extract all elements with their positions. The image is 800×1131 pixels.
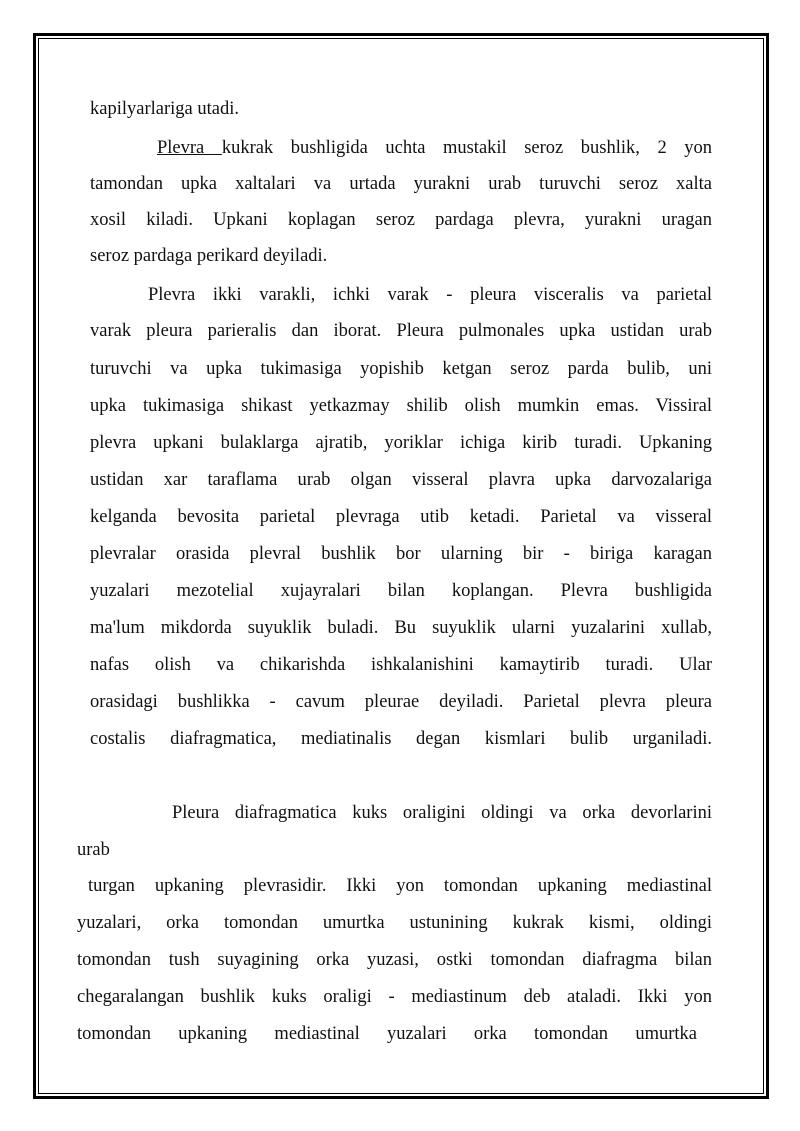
text-line: plevra upkani bulaklarga ajratib, yoriklar ichiga kirib turadi. Upkaning	[90, 433, 712, 453]
text-line: kapilyarlariga utadi.	[90, 99, 239, 119]
text-segment: kukrak bushligida uchta mustakil seroz bushlik, 2 yon	[221, 138, 712, 158]
text-line	[157, 138, 712, 159]
text-line: tomondan tush suyagining orka yuzasi, ostki tomondan diafragma bilan	[77, 950, 712, 970]
text-line: urab	[77, 840, 110, 860]
text-line: Pleura diafragmatica kuks oraligini oldingi va orka devorlarini	[172, 803, 712, 823]
text-line: yuzalari mezotelial xujayralari bilan koplangan. Plevra bushligida	[90, 581, 712, 601]
text-line: yuzalari, orka tomondan umurtka ustunining kukrak kismi, oldingi	[77, 913, 712, 933]
text-line: chegaralangan bushlik kuks oraligi - mediastinum deb ataladi. Ikki yon	[77, 987, 712, 1007]
text-line: varak pleura parieralis dan iborat. Pleura pulmonales upka ustidan urab	[90, 321, 712, 341]
page-border-inner	[38, 38, 764, 1094]
underlined-term: Plevra	[157, 138, 222, 158]
text-line: orasidagi bushlikka - cavum pleurae deyiladi. Parietal plevra pleura	[90, 692, 712, 712]
text-line: Plevra ikki varakli, ichki varak - pleura visceralis va parietal	[148, 285, 712, 305]
text-line: seroz pardaga perikard deyiladi.	[90, 246, 328, 266]
text-line: tamondan upka xaltalari va urtada yurakni urab turuvchi seroz xalta	[90, 174, 712, 194]
text-line: costalis diafragmatica, mediatinalis degan kismlari bulib urganiladi.	[90, 729, 712, 749]
text-line: kelganda bevosita parietal plevraga utib ketadi. Parietal va visseral	[90, 507, 712, 527]
text-line: ma'lum mikdorda suyuklik buladi. Bu suyuklik ularni yuzalarini xullab,	[90, 618, 712, 638]
text-line: xosil kiladi. Upkani koplagan seroz pardaga plevra, yurakni uragan	[90, 210, 712, 230]
text-line: ustidan xar taraflama urab olgan visseral plavra upka darvozalariga	[90, 470, 712, 490]
text-line: tomondan upkaning mediastinal yuzalari orka tomondan umurtka	[77, 1024, 697, 1044]
text-line: turuvchi va upka tukimasiga yopishib ketgan seroz parda bulib, uni	[90, 359, 712, 379]
text-line: plevralar orasida plevral bushlik bor ularning bir - biriga karagan	[90, 544, 712, 564]
text-line: upka tukimasiga shikast yetkazmay shilib olish mumkin emas. Vissiral	[90, 396, 712, 416]
text-line: nafas olish va chikarishda ishkalanishini kamaytirib turadi. Ular	[90, 655, 712, 675]
text-line: turgan upkaning plevrasidir. Ikki yon tomondan upkaning mediastinal	[88, 876, 712, 896]
